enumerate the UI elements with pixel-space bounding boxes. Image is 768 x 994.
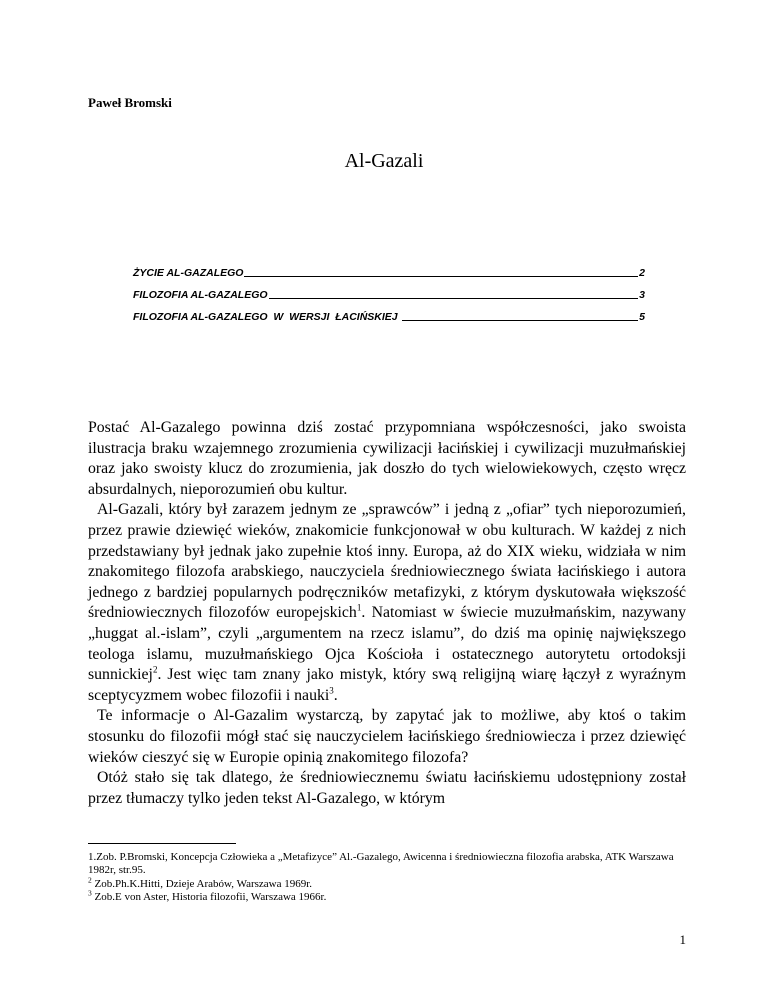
footnote-ref-1[interactable]: 1 [356, 603, 362, 614]
footnote-2-number: 2 [88, 875, 92, 885]
paragraph-1: Postać Al-Gazalego powinna dziś zostać przypomniana współczesności, jako swoista ilustracja braku wzajemnego zrozumienia cywilizacji łacińskiej i cywilizacji muzułmańskiej oraz jako swoisty klucz do zrozumienia, jak doszło do tych wielowiekowych, często wręcz absurdalnych, nieporozumień obu kultur. [88, 419, 686, 498]
author-name: Paweł Bromski [88, 95, 172, 110]
table-of-contents [133, 257, 645, 323]
document-title: Al-Gazali [344, 150, 424, 172]
toc-leader-line [244, 276, 638, 277]
toc-entry-page: 3 [639, 289, 645, 301]
footnote-separator [88, 843, 236, 844]
footnote-3-text: Zob.E von Aster, Historia filozofii, Warszawa 1966r. [91, 891, 327, 904]
paragraph-2-part-b: . Natomiast w świecie muzułmańskim, nazywany „huggat al.-islam”, czyli „argumentem na rzecz islamu”, do dziś ma opinię największego teologa islamu, muzułmańskiego Ojca Kościoła i ostatecznego autorytetu ortodoksji sunnickiej [88, 604, 686, 684]
footnotes [88, 851, 688, 905]
toc-entry-label: FILOZOFIA AL-GAZALEGO W WERSJI ŁACIŃSKIEJ [133, 311, 401, 323]
footnote-2-text: Zob.Ph.K.Hitti, Dzieje Arabów, Warszawa 1969r. [91, 877, 313, 890]
paragraph-2-part-a: Al-Gazali, który był zarazem jednym ze „sprawców” i jedną z „ofiar” tych nieporozumień, przez prawie dziewięć wieków, znakomicie funkcjonował w obu kulturach. W każdej z nich przedstawiany był jednak jako zupełnie ktoś inny. Europa, aż do XIX wieku, widziała w nim znakomitego filozofa arabskiego, nauczyciela średniowiecznego świata łacińskiego i autora jednego z bardziej popularnych podręczników metafizyki, z którym dyskutowała większość średniowiecznych filozofów europejskich [88, 501, 686, 622]
toc-entry-label: FILOZOFIA AL-GAZALEGO [133, 289, 268, 301]
page-number: 1 [679, 932, 686, 947]
paragraph-2 [88, 500, 686, 706]
toc-entry[interactable] [133, 301, 645, 323]
footnote-3 [88, 888, 688, 904]
toc-leader-line [269, 298, 639, 299]
footnote-1: 1.Zob. P.Bromski, Koncepcja Człowieka a „Metafizyce” Al.-Gazalego, Awicenna i średniowieczna filozofia arabska, ATK Warszawa 1982r, str.95. [88, 851, 674, 877]
paragraph-2-part-c: . Jest więc tam znany jako mistyk, który swą religijną wiarę łączył z wyraźnym sceptycyzmem wobec filozofii i nauki [88, 666, 686, 704]
footnote-ref-3[interactable]: 3 [329, 685, 334, 696]
toc-entry-page: 2 [639, 267, 645, 279]
paragraph-4: Otóż stało się tak dlatego, że średniowiecznemu światu łacińskiemu udostępniony został przez tłumaczy tylko jeden tekst Al-Gazalego, w którym [88, 769, 686, 807]
footnote-2 [88, 875, 688, 891]
toc-entry[interactable] [133, 279, 645, 301]
toc-entry-label: ŻYCIE AL-GAZALEGO [133, 267, 244, 279]
paragraph-3: Te informacje o Al-Gazalim wystarczą, by zapytać jak to możliwe, aby ktoś o takim stosunku do filozofii mógł stać się nauczycielem łacińskiego średniowiecza i przez dziewięć wieków cieszyć się w Europie opinią znakomitego filozofa? [88, 707, 686, 766]
toc-entry-page: 5 [639, 311, 645, 323]
footnote-ref-2[interactable]: 2 [152, 664, 158, 675]
footnote-3-number: 3 [88, 888, 92, 898]
toc-leader-line [402, 320, 639, 321]
paragraph-2-part-d: . [333, 686, 338, 704]
body-text [88, 418, 686, 809]
toc-entry[interactable] [133, 257, 645, 279]
